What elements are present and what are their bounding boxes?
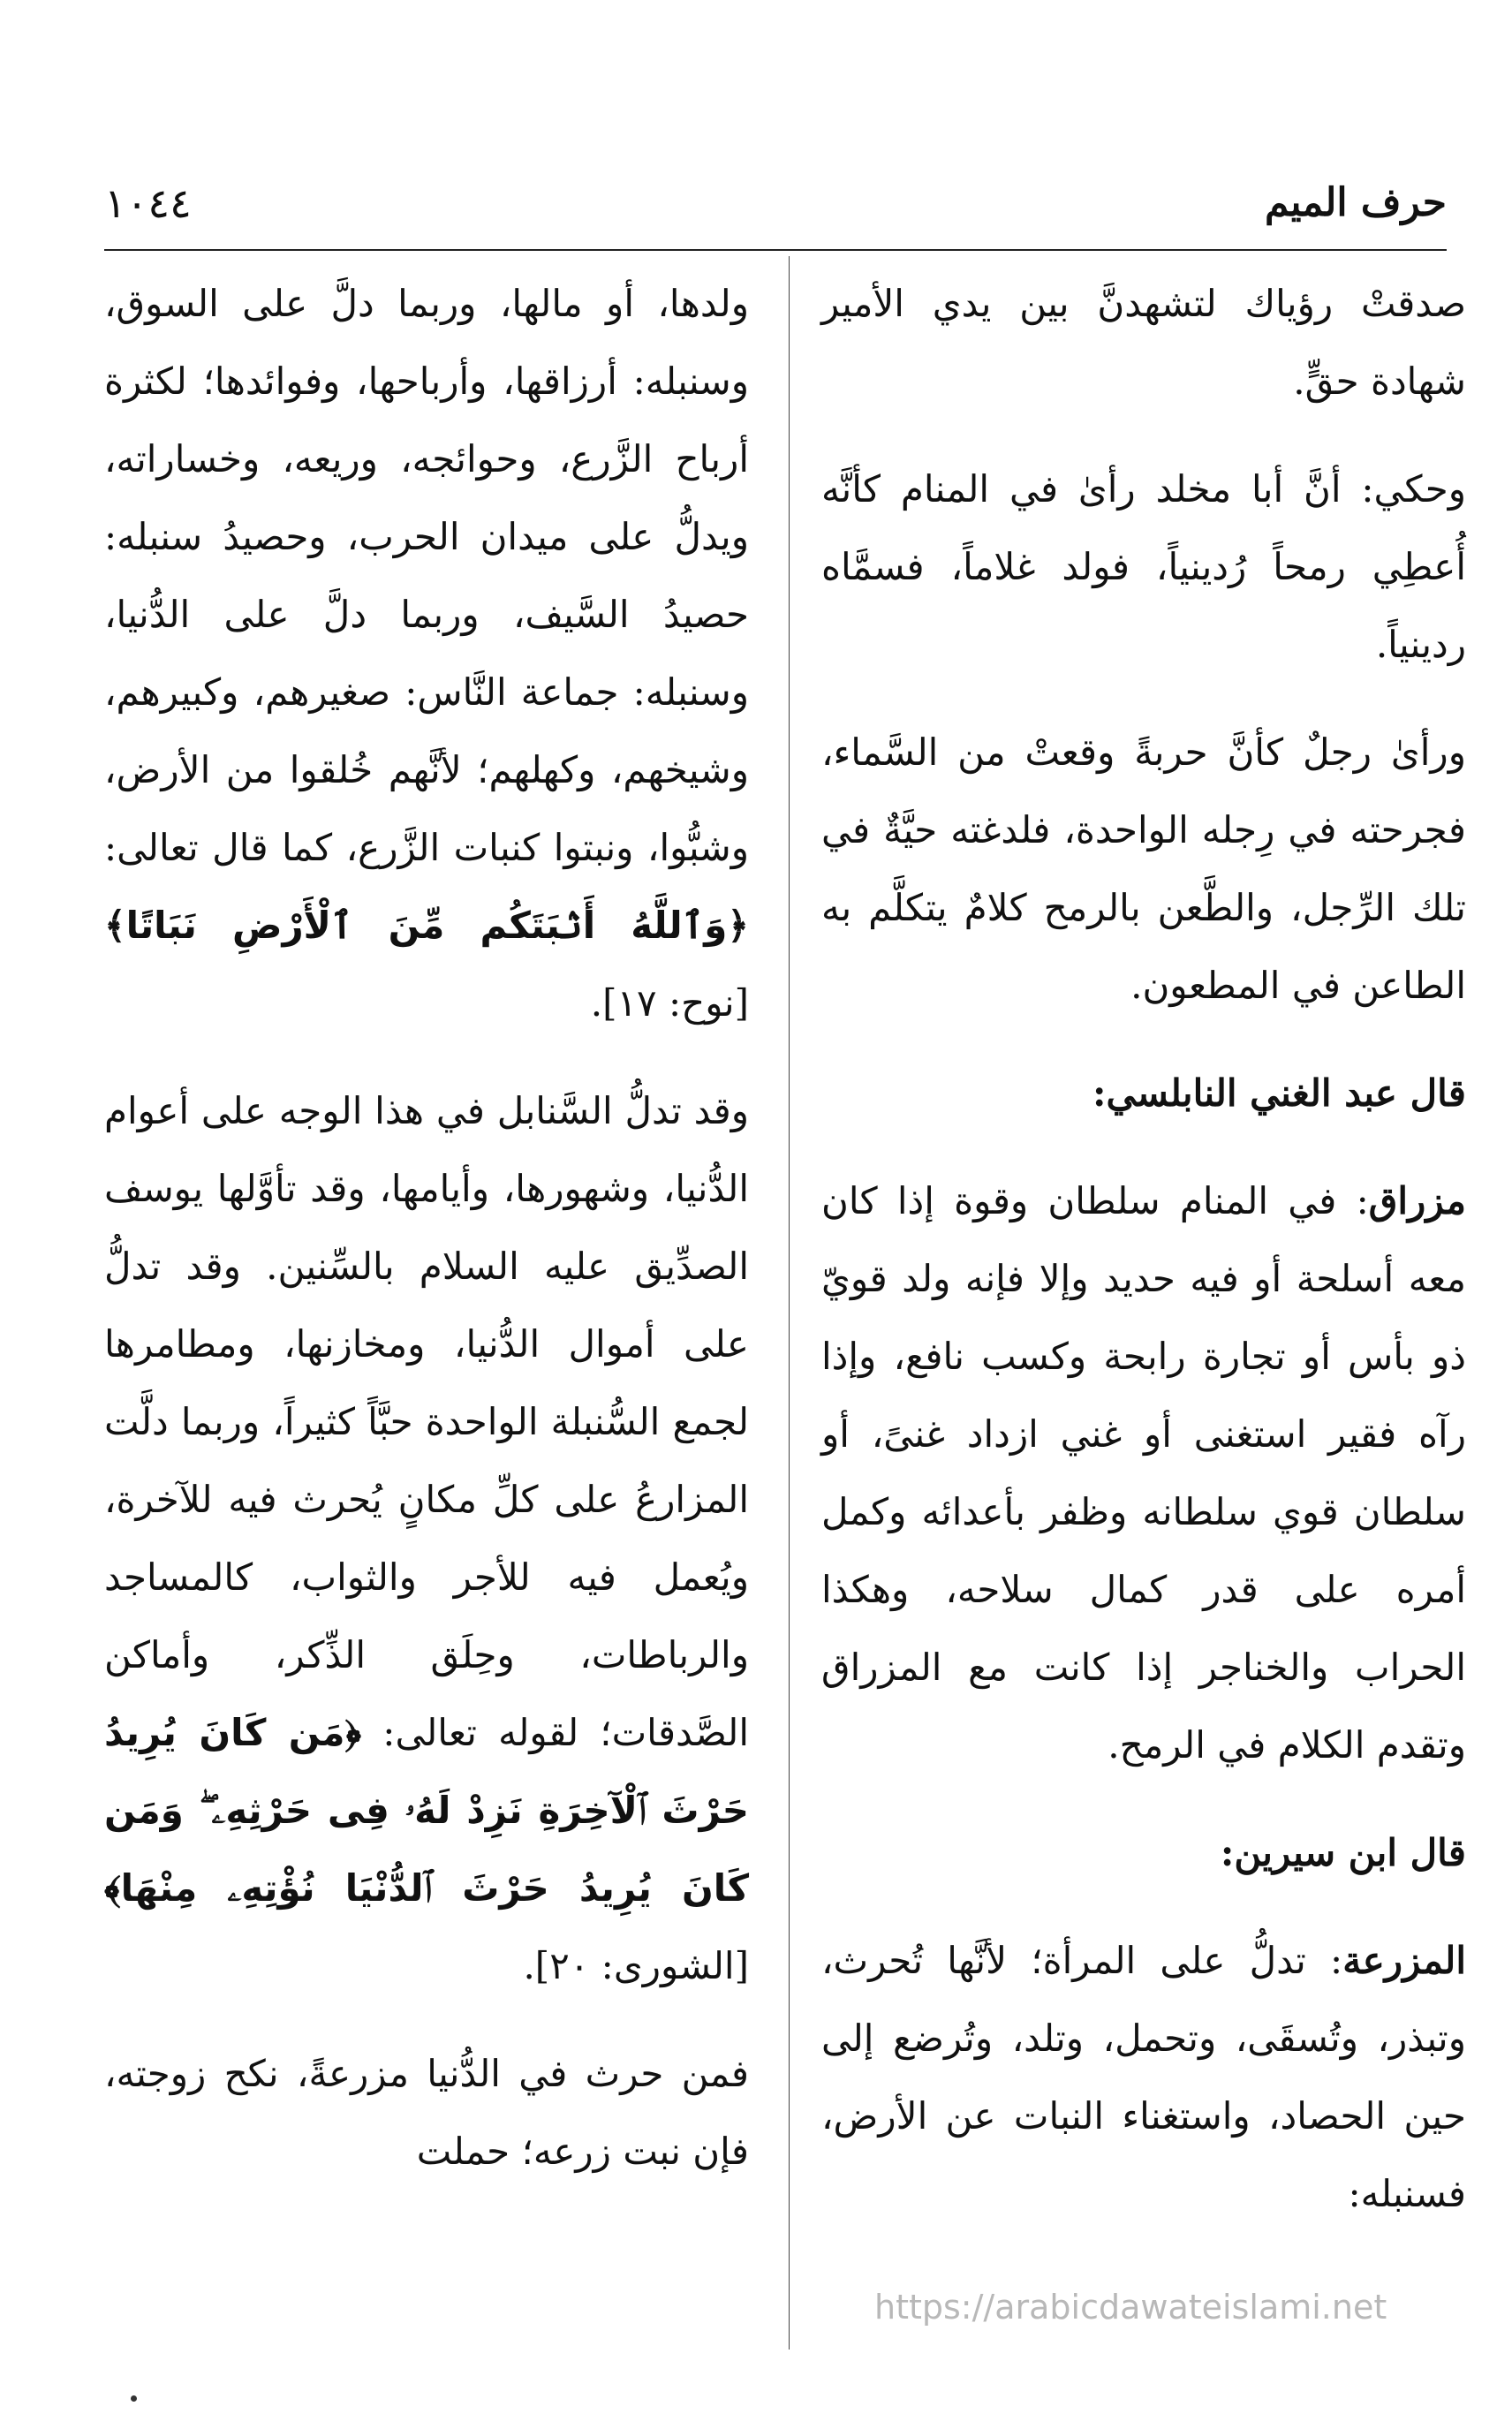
paragraph: صدقتْ رؤياك لتشهدنَّ بين يدي الأمير شهادة حقٍّ. bbox=[821, 282, 1466, 403]
watermark-url: https://arabicdawateislami.net bbox=[874, 2288, 1387, 2327]
paragraph: فمن حرث في الدُّنيا مزرعةً، نكح زوجته، فإن نبت زرعه؛ حملت bbox=[104, 2052, 749, 2173]
paragraph: وحكي: أنَّ أبا مخلد رأىٰ في المنام كأنَّه أُعطِي رمحاً رُدينياً، فولد غلاماً، فسمَّاه ردينياً. bbox=[821, 467, 1466, 666]
entry-term: المزرعة bbox=[1342, 1939, 1466, 1982]
paragraph: ورأىٰ رجلٌ كأنَّ حربةً وقعتْ من السَّماء، فجرحته في رِجله الواحدة، فلدغته حيَّةٌ في تلك الرِّجل، والطَّعن بالرمح كلامٌ يتكلَّم به الطاعن في المطعون. bbox=[821, 730, 1466, 1007]
header-rule bbox=[104, 249, 1447, 251]
right-column bbox=[821, 265, 1466, 2233]
quran-verse: ﴿وَٱللَّهُ أَنۢبَتَكُم مِّنَ ٱلْأَرْضِ نَبَاتًا﴾ bbox=[104, 904, 749, 947]
entry-text: : تدلُّ على المرأة؛ لأنَّها تُحرث، وتبذر، وتُسقَى، وتحمل، وتلد، وتُرضع إلى حين الحصاد، واستغناء النبات عن الأرض، فسنبله: bbox=[821, 1939, 1466, 2215]
paragraph-text: وقد تدلُّ السَّنابل في هذا الوجه على أعوام الدُّنيا، وشهورها، وأيامها، وقد تأوَّلها يوسف الصدِّيق عليه السلام بالسِّنين. وقد تدلُّ على أموال الدُّنيا، ومخازنها، ومطامرها لجمع السُّنبلة الواحدة حبَّاً كثيراً، وربما دلَّت المزارعُ على كلِّ مكانٍ يُحرث فيه للآخرة، ويُعمل فيه للأجر والثواب، كالمساجد والرباطات، وحِلَق الذِّكر، وأماكن الصَّدقات؛ لقوله تعالى: bbox=[104, 1089, 749, 1754]
paragraph bbox=[104, 265, 749, 1042]
print-dot bbox=[131, 2395, 137, 2402]
paragraph bbox=[821, 1162, 1466, 1784]
entry-term: مزراق bbox=[1368, 1179, 1466, 1222]
left-column bbox=[104, 265, 749, 2191]
quran-verse: ﴿مَن كَانَ يُرِيدُ حَرْثَ ٱلْآخِرَةِ نَزِدْ لَهُۥ فِى حَرْثِهِۦ ۖ وَمَن كَانَ يُرِيدُ حَرْثَ ٱلدُّنْيَا نُؤْتِهِۦ مِنْهَا﴾ bbox=[104, 1711, 749, 1910]
section-heading: قال ابن سيرين: bbox=[1220, 1831, 1466, 1874]
paragraph bbox=[104, 1072, 749, 2005]
verse-reference: [الشورى: ٢٠]. bbox=[523, 1944, 749, 1987]
entry-text: : في المنام سلطان وقوة إذا كان معه أسلحة أو فيه حديد وإلا فإنه ولد قويّ ذو بأس أو تجارة رابحة وكسب نافع، وإذا رآه فقير استغنى أو غني ازداد غنىً، أو سلطان قوي سلطانه وظفر بأعدائه وكمل أمره على قدر كمال سلاحه، وهكذا الحراب والخناجر إذا كانت مع المزراق وتقدم الكلام في الرمح. bbox=[821, 1179, 1466, 1767]
paragraph bbox=[821, 1922, 1466, 2233]
verse-reference: [نوح: ١٧]. bbox=[590, 981, 749, 1025]
page-number: ١٠٤٤ bbox=[104, 179, 192, 227]
paragraph-text: ولدها، أو مالها، وربما دلَّ على السوق، وسنبله: أرزاقها، وأرباحها، وفوائدها؛ لكثرة أرباح الزَّرع، وحوائجه، وريعه، وخساراته، ويدلُّ على ميدان الحرب، وحصيدُ سنبله: حصيدُ السَّيف، وربما دلَّ على الدُّنيا، وسنبله: جماعة النَّاس: صغيرهم، وكبيرهم، وشيخهم، وكهلهم؛ لأنَّهم خُلقوا من الأرض، وشبُّوا، ونبتوا كنبات الزَّرع، كما قال تعالى: bbox=[104, 282, 749, 869]
column-divider bbox=[789, 256, 790, 2350]
section-heading: قال عبد الغني النابلسي: bbox=[1092, 1071, 1466, 1115]
section-title: حرف الميم bbox=[1264, 180, 1447, 225]
page-header bbox=[104, 172, 1447, 243]
